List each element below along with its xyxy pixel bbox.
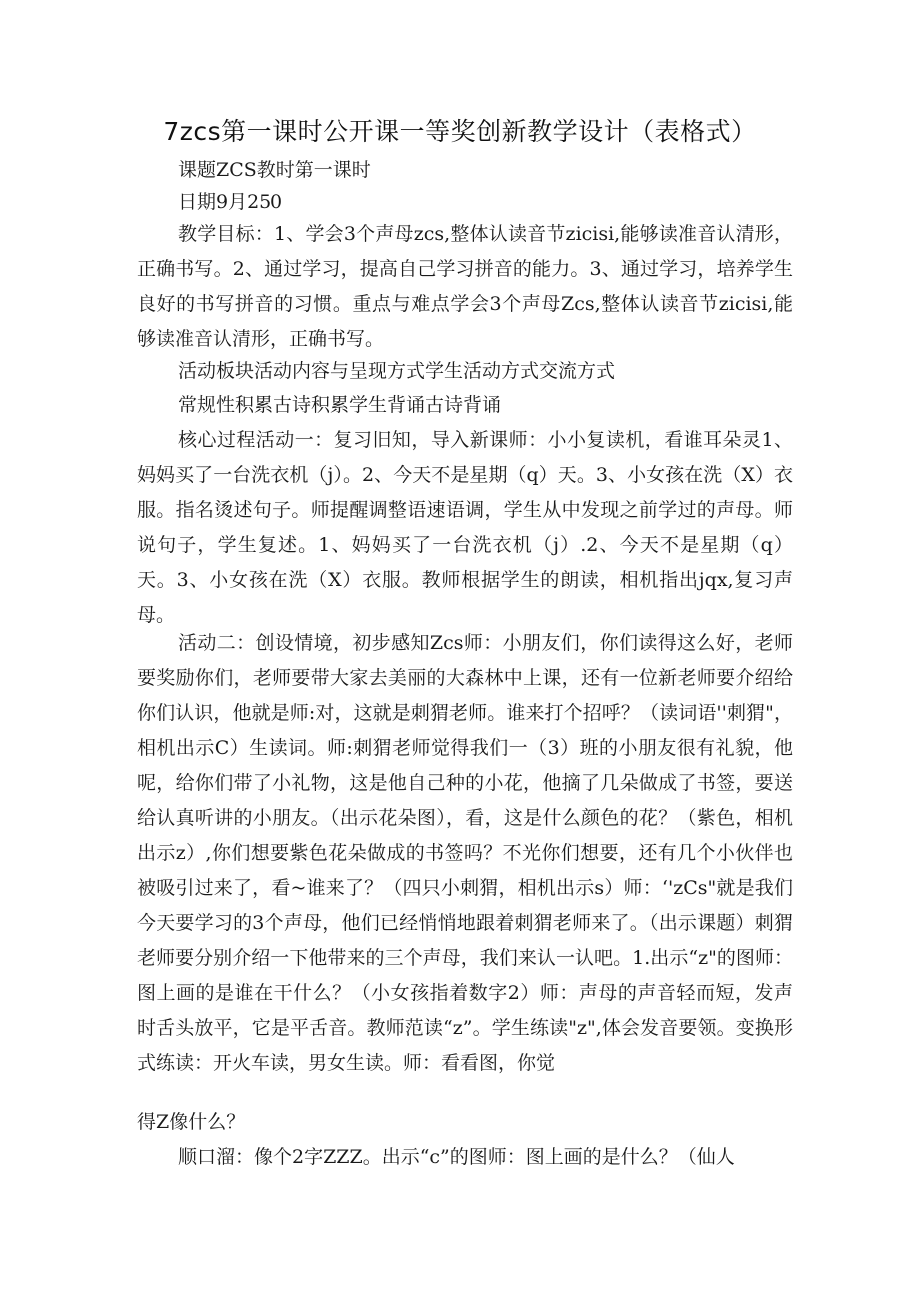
date-line [178, 187, 282, 214]
date-label: 日期9月25 [178, 191, 272, 213]
paragraph-text: 核心过程活动一：复习旧知，导入新课师：小小复读机，看谁耳朵灵1、妈妈买了一台洗衣机（j）。2、今天不是星期（q）天。3、小女孩在洗（X）衣服。指名烫述句子。师提醒调整语速语调，学生从中发现之前学过的声母。师说句子，学生复述。1、妈妈买了一台洗衣机（j）.2、今天不是星期（q）天。3、小女孩在洗（X）衣服。教师根据学生的朗读，相机指出jqx,复习声母。 [137, 429, 793, 626]
paragraph-text: 活动板块活动内容与呈现方式学生活动方式交流方式 [178, 360, 616, 382]
paragraph-table-header [137, 354, 793, 389]
paragraph-text: 活动二：创设情境，初步感知Zcs师：小朋友们，你们读得这么好，老师要奖励你们，老师要带大家去美丽的大森林中上课，还有一位新老师要介绍给你们认识，他就是师:对，这就是刺猬老师。谁来打个招呼？（读词语''刺猬"，相机出示C）生读词。师:刺猬老师觉得我们一（3）班的小朋友很有礼貌，他呢，给你们带了小礼物，这是他自己种的小花，他摘了几朵做成了书签，要送给认真听讲的小朋友。（出示花朵图），看，这是什么颜色的花？（紫色，相机出示z）,你们想要紫色花朵做成的书签吗？不光你们想要，还有几个小伙伴也被吸引过来了，看~谁来了？（四只小刺猬，相机出示s）师：‘'zCs"就是我们今天要学习的3个声母，他们已经悄悄地跟着刺猬老师来了。（出示课题）刺猬老师要分别介绍一下他带来的三个声母，我们来认一认吧。1.出示“z"的图师：图上画的是谁在干什么？（小女孩指着数字2）师：声母的声音轻而短，发声时舌头放平，它是平舌音。教师范读“z”。学生练读"z",体会发音要领。变换形式练读：开火车读，男女生读。师：看看图，你觉 [137, 632, 793, 1074]
paragraph-activity-two [137, 626, 793, 1081]
date-extra: 0 [270, 191, 283, 213]
document-title: 7zcs第一课时公开课一等奖创新教学设计（表格式） [163, 117, 757, 146]
paragraph-rhyme [137, 1140, 793, 1175]
paragraph-text: 顺口溜：像个2字ZZZ。出示“c”的图师：图上画的是什么？（仙人 [178, 1146, 735, 1168]
paragraph-text: 教学目标：1、学会3个声母zcs,整体认读音节zicisi,能够读准音认清形，正确书写。2、通过学习，提高自己学习拼音的能力。3、通过学习，培养学生良好的书写拼音的习惯。重点与难点学会3个声母Zcs,整体认读音节zicisi,能够读准音认清形，正确书写。 [137, 223, 793, 350]
paragraph-routine [137, 388, 793, 423]
paragraph-text: 得Z像什么？ [137, 1111, 246, 1133]
paragraph-activity-one [137, 423, 793, 633]
subject-line: 课题ZCS教时第一课时 [178, 159, 371, 181]
paragraph-objectives [137, 217, 793, 357]
paragraph-continuation [137, 1105, 793, 1140]
paragraph-text: 常规性积累古诗积累学生背诵古诗背诵 [178, 394, 502, 416]
